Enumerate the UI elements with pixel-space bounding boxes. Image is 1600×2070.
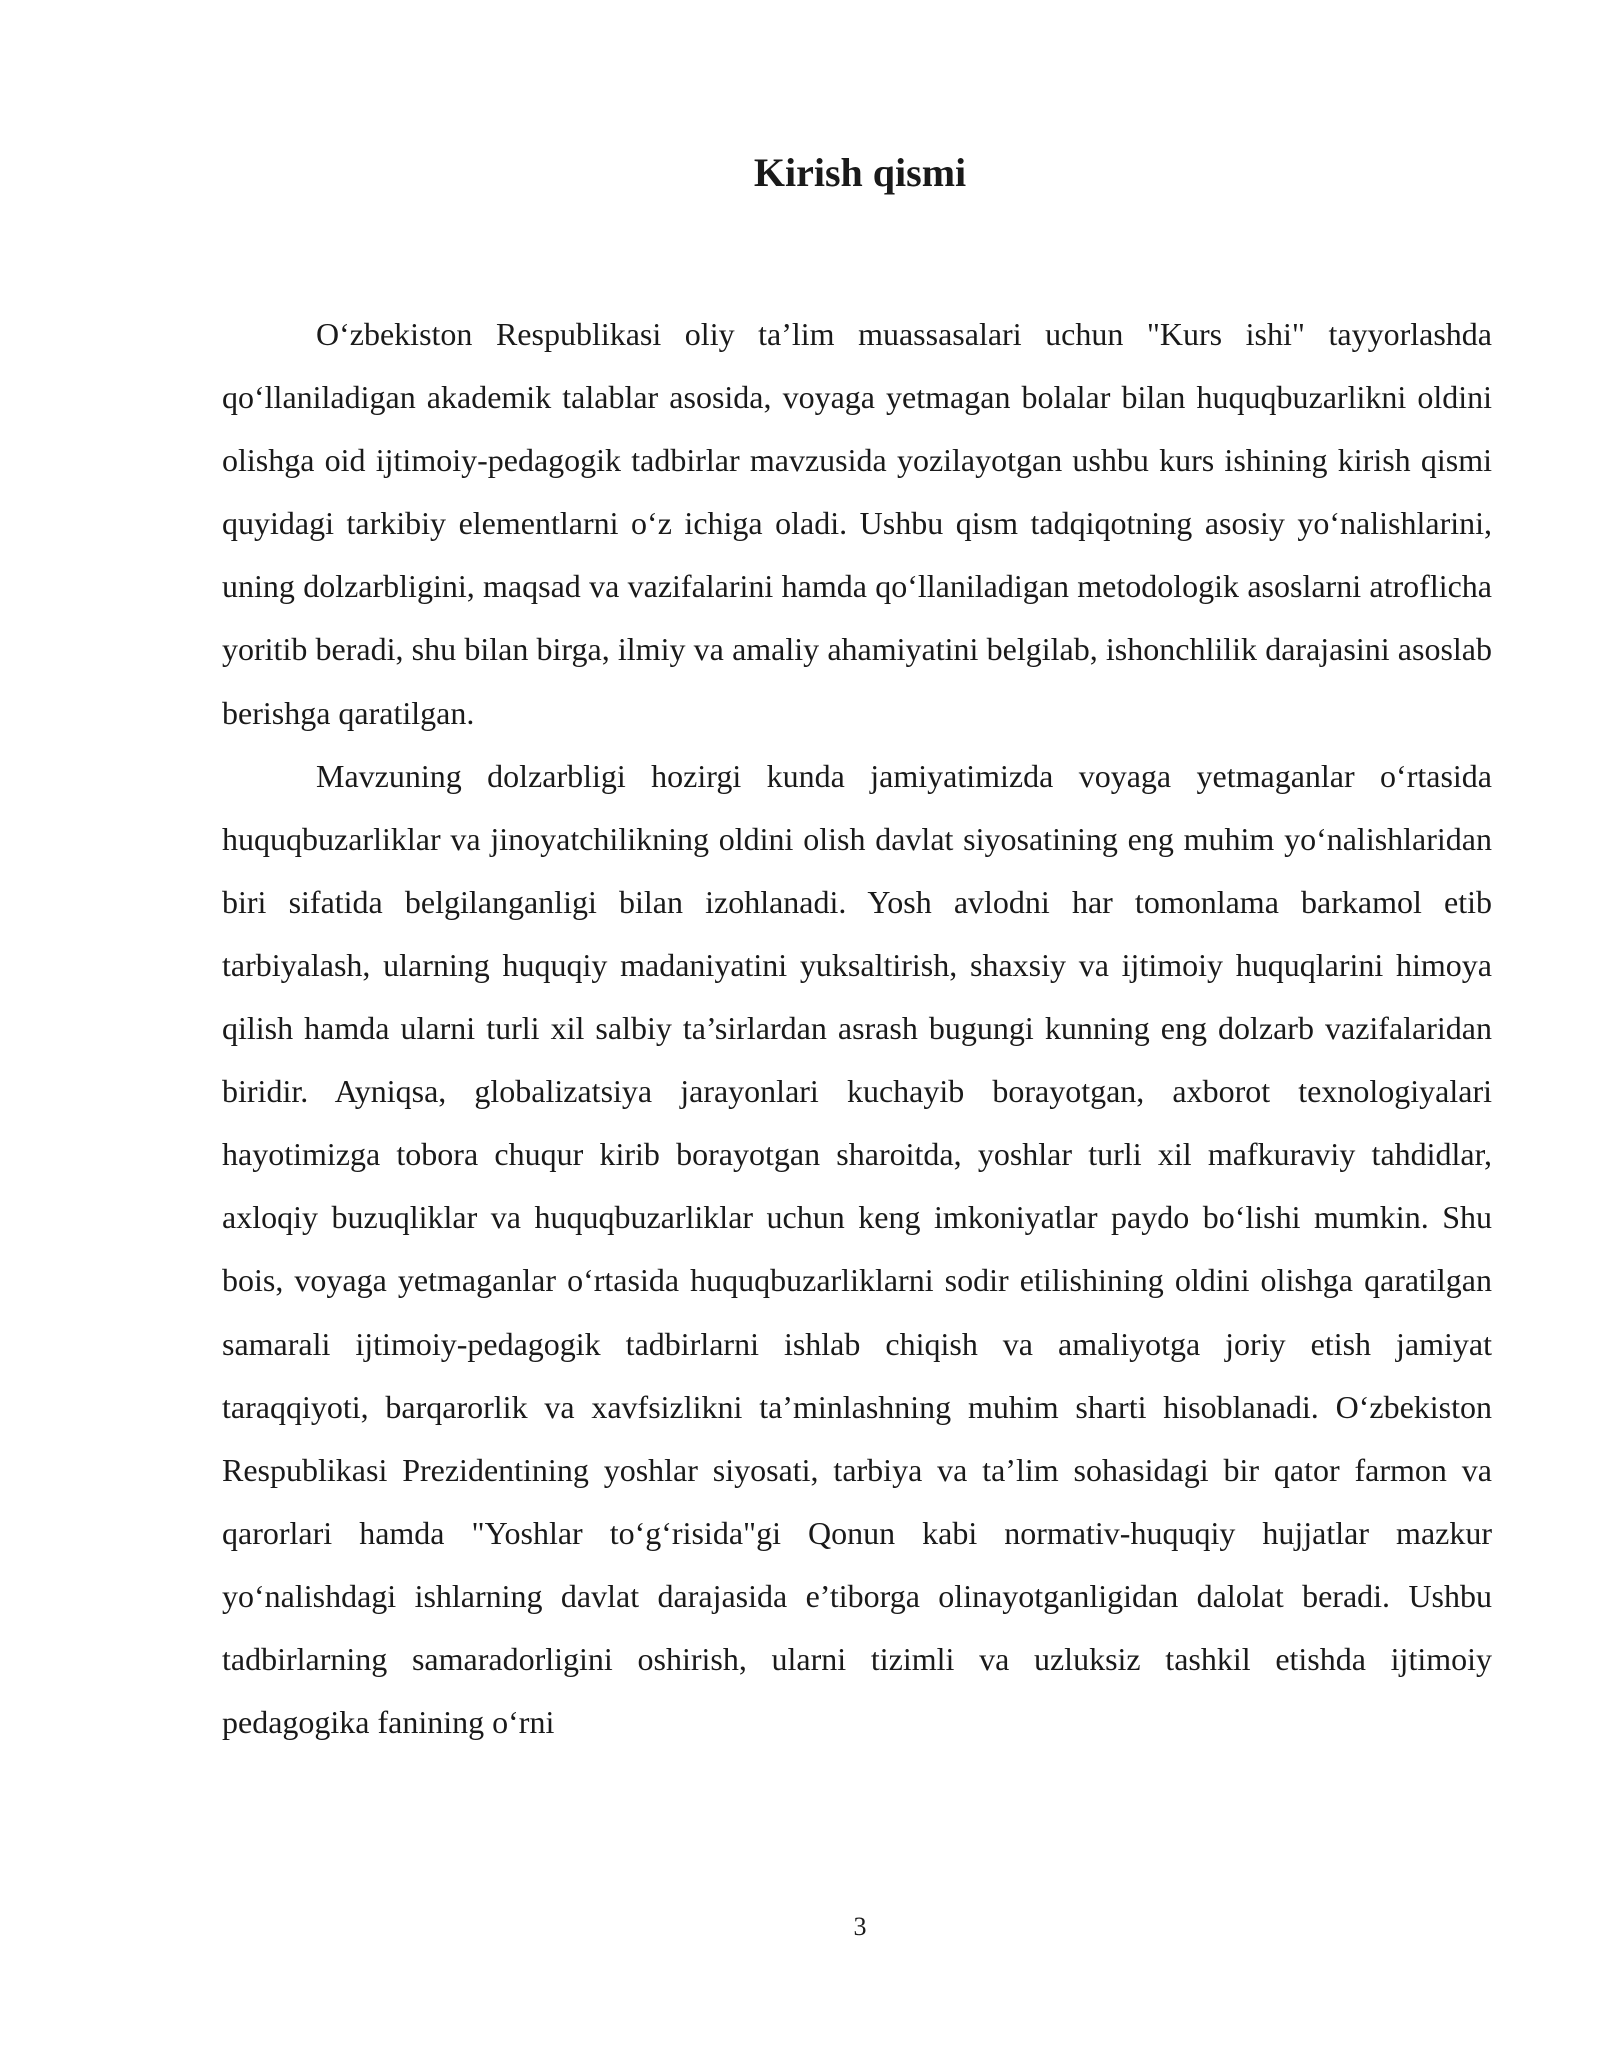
paragraph-introduction: O‘zbekiston Respublikasi oliy ta’lim muassasalari uchun "Kurs ishi" tayyorlashda qo‘llaniladigan akademik talablar asosida, voyaga yetmagan bolalar bilan huquqbuzarlikni oldini olishga oid ijtimoiy-pedagogik tadbirlar mavzusida yozilayotgan ushbu kurs ishining kirish qismi quyidagi tarkibiy elementlarni o‘z ichiga oladi. Ushbu qism tadqiqotning asosiy yo‘nalishlarini, uning dolzarbligini, maqsad va vazifalarini hamda qo‘llaniladigan metodologik asoslarni atroflicha yoritib beradi, shu bilan birga, ilmiy va amaliy ahamiyatini belgilab, ishonchlilik darajasini asoslab berishga qaratilgan. — [222, 316, 1492, 731]
page-title: Kirish qismi — [753, 150, 967, 195]
page-number: 3 — [853, 1912, 867, 1941]
body-text — [222, 303, 1492, 1754]
paragraph-relevance: Mavzuning dolzarbligi hozirgi kunda jamiyatimizda voyaga yetmaganlar o‘rtasida huquqbuzarliklar va jinoyatchilikning oldini olish davlat siyosatining eng muhim yo‘nalishlaridan biri sifatida belgilanganligi bilan izohlanadi. Yosh avlodni har tomonlama barkamol etib tarbiyalash, ularning huquqiy madaniyatini yuksaltirish, shaxsiy va ijtimoiy huquqlarini himoya qilish hamda ularni turli xil salbiy ta’sirlardan asrash bugungi kunning eng dolzarb vazifalaridan biridir. Ayniqsa, globalizatsiya jarayonlari kuchayib borayotgan, axborot texnologiyalari hayotimizga tobora chuqur kirib borayotgan sharoitda, yoshlar turli xil mafkuraviy tahdidlar, axloqiy buzuqliklar va huquqbuzarliklar uchun keng imkoniyatlar paydo bo‘lishi mumkin. Shu bois, voyaga yetmaganlar o‘rtasida huquqbuzarliklarni sodir etilishining oldini olishga qaratilgan samarali ijtimoiy-pedagogik tadbirlarni ishlab chiqish va amaliyotga joriy etish jamiyat taraqqiyoti, barqarorlik va xavfsizlikni ta’minlashning muhim sharti hisoblanadi. O‘zbekiston Respublikasi Prezidentining yoshlar siyosati, tarbiya va ta’lim sohasidagi bir qator farmon va qarorlari hamda "Yoshlar to‘g‘risida"gi Qonun kabi normativ-huquqiy hujjatlar mazkur yo‘nalishdagi ishlarning davlat darajasida e’tiborga olinayotganligidan dalolat beradi. Ushbu tadbirlarning samaradorligini oshirish, ularni tizimli va uzluksiz tashkil etishda ijtimoiy pedagogika fanining o‘rni — [222, 757, 1492, 1741]
